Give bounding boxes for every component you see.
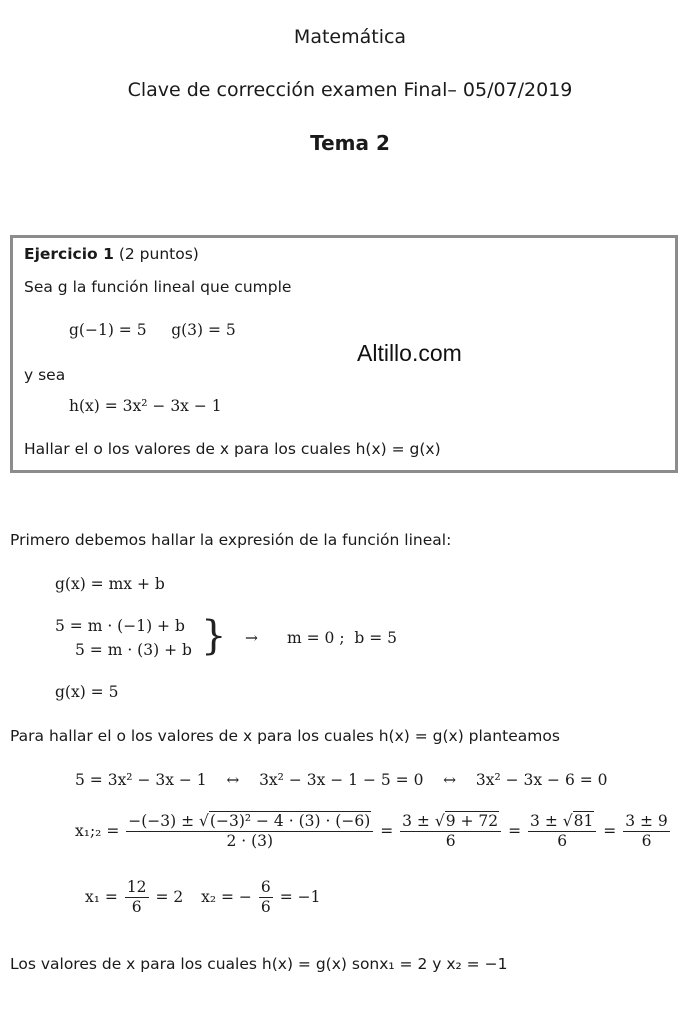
formula-fraction-1 — [126, 812, 373, 852]
exercise-box — [10, 235, 678, 473]
x1-value: = 2 — [155, 888, 184, 907]
subject-title: Matemática — [293, 26, 407, 48]
exercise-task: Hallar el o los valores de x para los cuales h(x) = g(x) — [24, 440, 441, 458]
exam-title: Clave de corrección examen Final– 05/07/2019 — [127, 79, 573, 101]
implies-arrow: → — [245, 629, 258, 647]
f2-num: 3 ± — [402, 812, 435, 830]
x1-label: x₁ = — [85, 888, 118, 907]
x1-fraction — [125, 878, 149, 918]
eq-sign-3: = — [603, 822, 617, 841]
f2-den: 6 — [445, 832, 456, 851]
sqrt-3: √81 — [562, 812, 594, 830]
system-result: m = 0 ; b = 5 — [287, 629, 398, 647]
f3-num: 3 ± — [530, 812, 563, 830]
exercise-conditions: g(−1) = 5 g(3) = 5 — [69, 321, 236, 339]
f3-rad: 81 — [573, 812, 594, 830]
x2-fraction — [259, 878, 273, 918]
f4-den: 6 — [641, 832, 652, 851]
f3-den: 6 — [557, 832, 568, 851]
x1-den: 6 — [131, 898, 142, 917]
x1-num: 12 — [125, 878, 149, 898]
formula-fraction-2 — [400, 812, 501, 852]
linear-form: g(x) = mx + b — [55, 575, 165, 593]
g-result: g(x) = 5 — [55, 683, 119, 701]
system-eq2: 5 = m · (3) + b — [75, 641, 192, 659]
formula-fraction-4 — [623, 812, 670, 852]
roots-line — [85, 878, 320, 918]
exercise-points: (2 puntos) — [118, 245, 199, 263]
x12-label: x₁;₂ = — [75, 822, 120, 841]
f1-den: 2 · (3) — [226, 832, 274, 851]
x2-value: = −1 — [279, 888, 321, 907]
sqrt-2: √9 + 72 — [434, 812, 499, 830]
exercise-intro: Sea g la función lineal que cumple — [24, 278, 292, 296]
formula-fraction-3 — [528, 812, 596, 852]
f1-rad: (−3)² − 4 · (3) · (−6) — [209, 812, 371, 830]
exercise-and: y sea — [24, 366, 66, 384]
f2-rad: 9 + 72 — [445, 812, 499, 830]
x2-den: 6 — [260, 898, 271, 917]
f4-num: 3 ± 9 — [623, 812, 670, 832]
sqrt-1: √(−3)² − 4 · (3) · (−6) — [199, 812, 371, 830]
quadratic-formula — [75, 812, 672, 852]
step1-text: Primero debemos hallar la expresión de la función lineal: — [10, 531, 452, 549]
step2-text: Para hallar el o los valores de x para los cuales h(x) = g(x) planteamos — [10, 727, 560, 745]
quadratic-equation: 5 = 3x² − 3x − 1 ↔ 3x² − 3x − 1 − 5 = 0 ↔ 3x² − 3x − 6 = 0 — [75, 771, 608, 789]
x2-label: x₂ = − — [201, 888, 252, 907]
exercise-h-definition: h(x) = 3x² − 3x − 1 — [69, 397, 222, 415]
eq-sign-2: = — [508, 822, 522, 841]
x2-num: 6 — [259, 878, 273, 898]
system-eq1: 5 = m · (−1) + b — [55, 617, 185, 635]
conclusion: Los valores de x para los cuales h(x) = g(x) sonx₁ = 2 y x₂ = −1 — [10, 955, 508, 973]
eq-sign-1: = — [380, 822, 394, 841]
watermark: Altillo.com — [357, 340, 462, 366]
f1-num: −(−3) ± — [128, 812, 200, 830]
theme-title: Tema 2 — [310, 131, 390, 155]
exercise-heading — [24, 245, 199, 263]
exercise-title: Ejercicio 1 — [24, 245, 114, 263]
system-brace: } — [201, 613, 227, 659]
